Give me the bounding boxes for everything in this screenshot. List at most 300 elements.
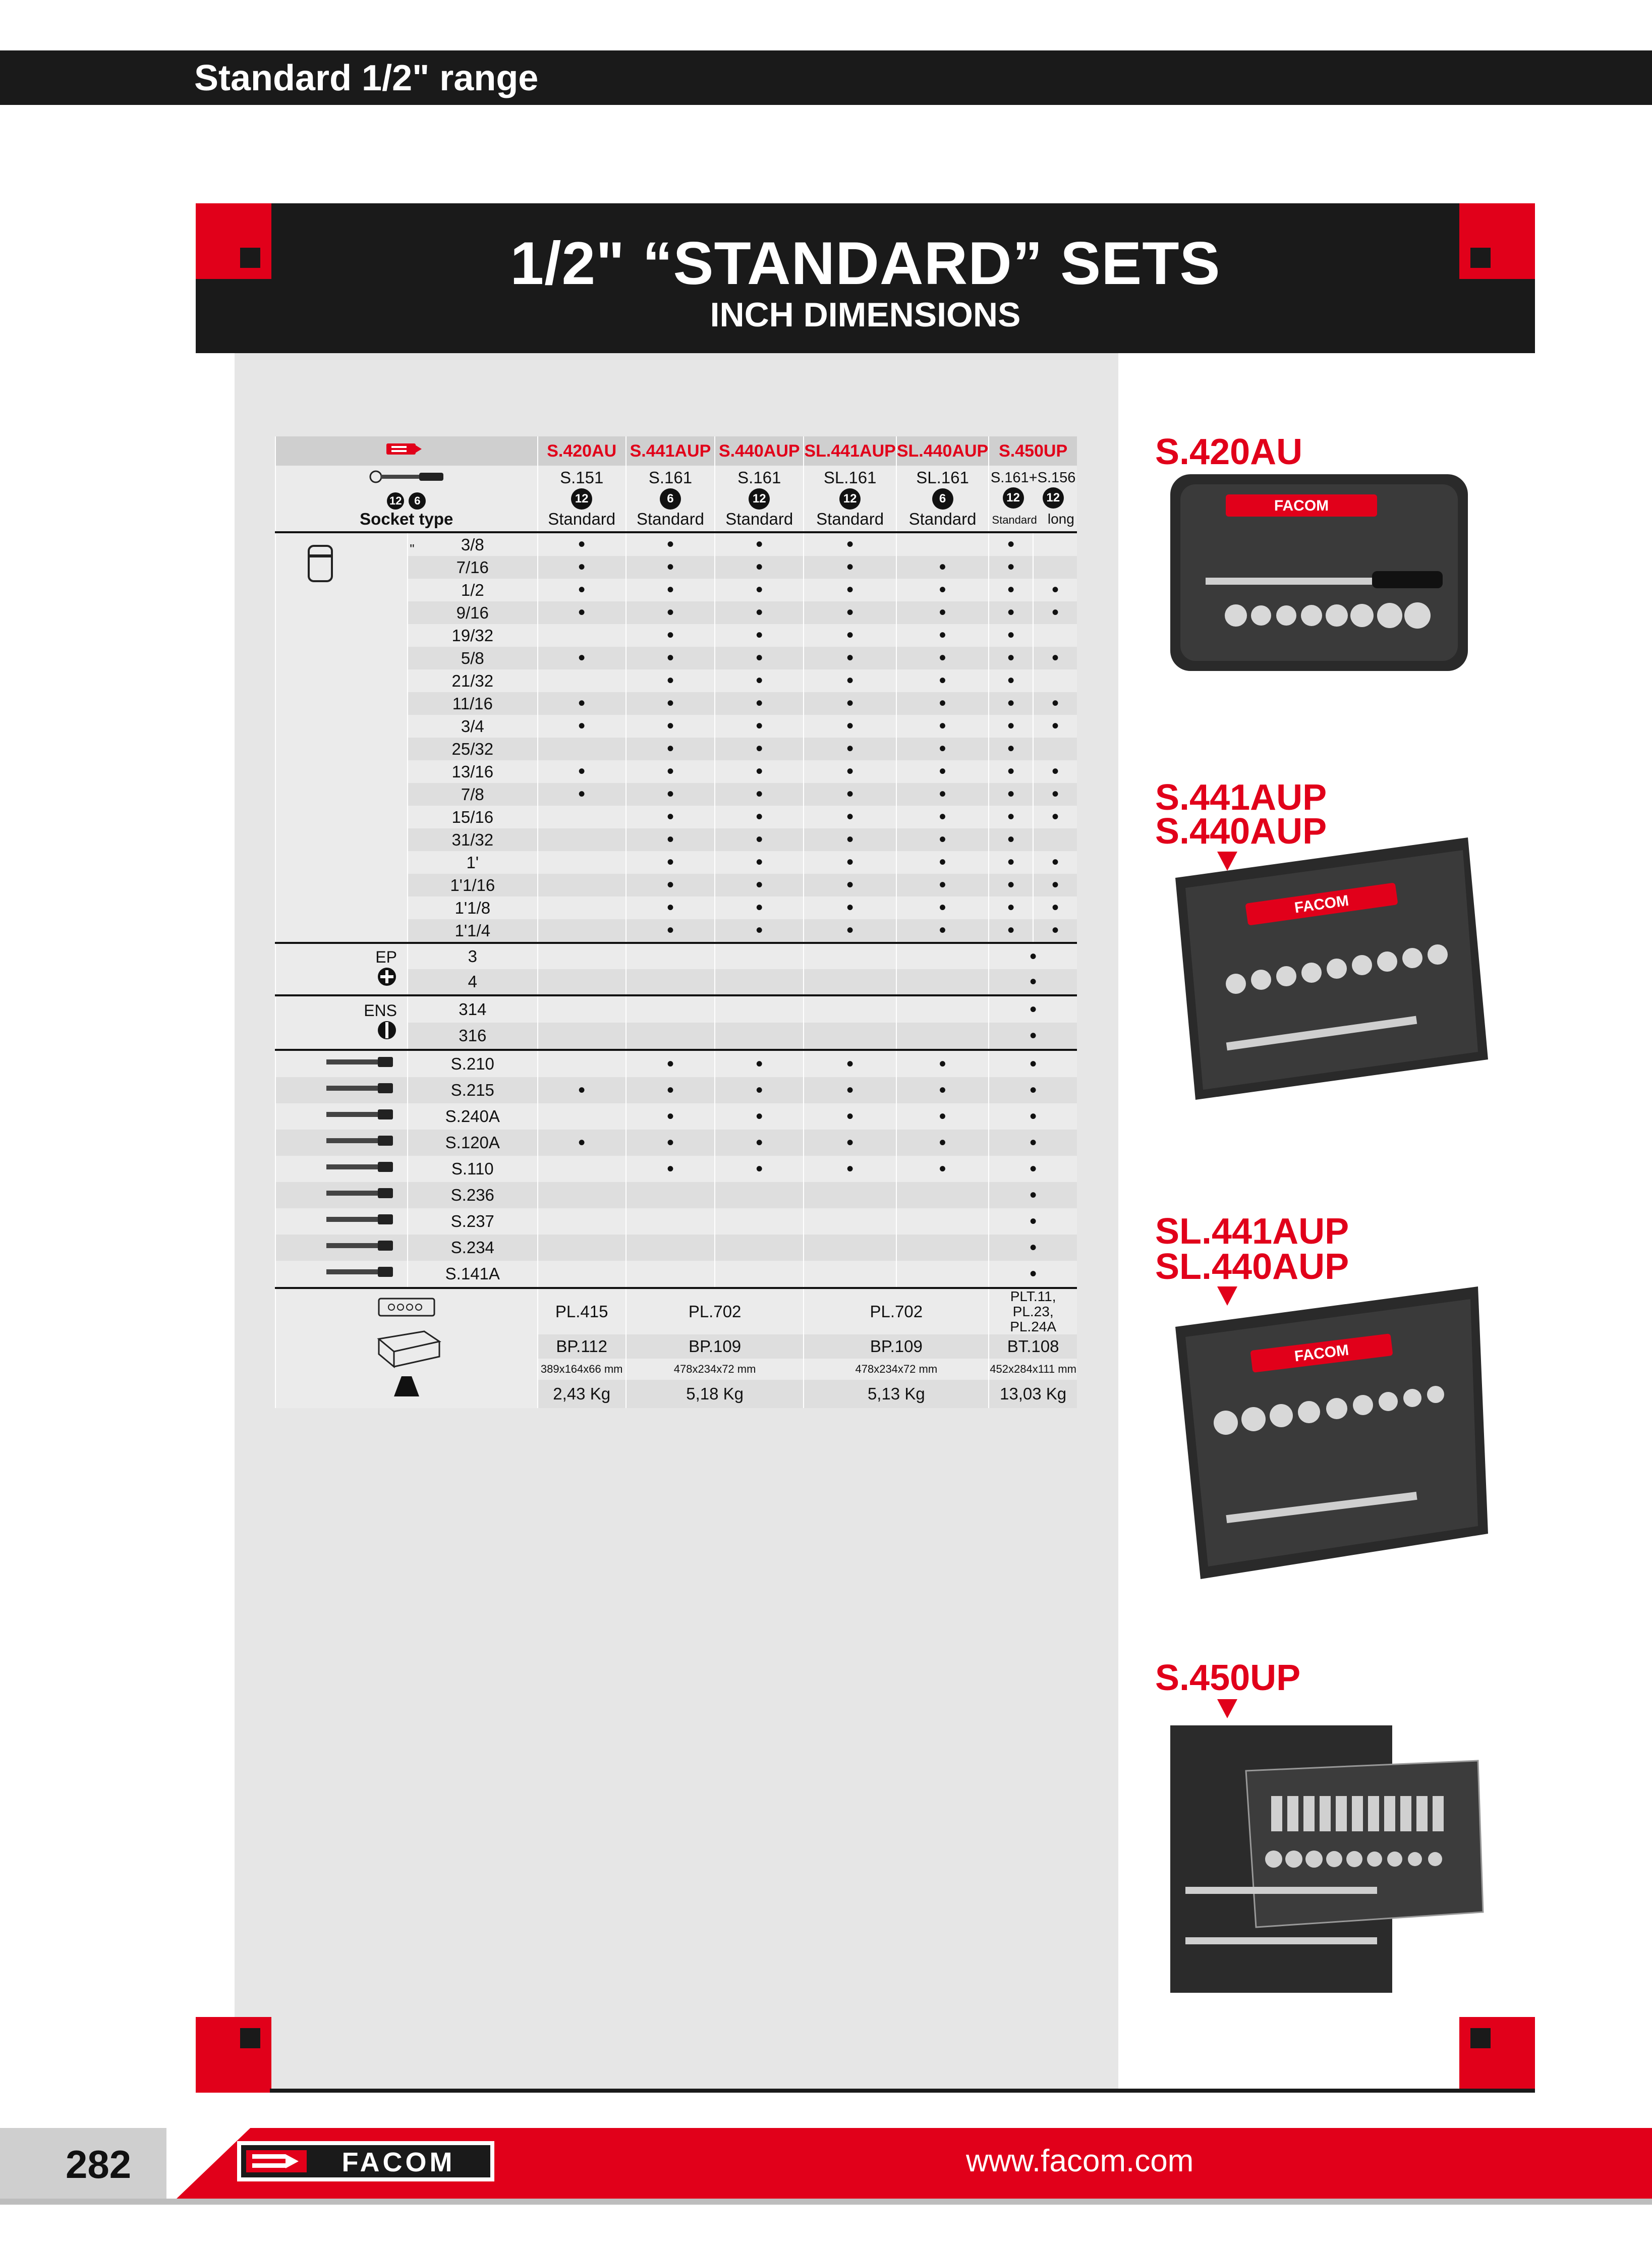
included-dot	[896, 874, 989, 896]
included-dot	[1033, 783, 1077, 806]
included-dot	[989, 806, 1033, 828]
included-dot	[896, 919, 989, 943]
included-dot	[1033, 919, 1077, 943]
accessory-ref: S.110	[408, 1156, 538, 1182]
included-dot	[896, 760, 989, 783]
size-label: 1'1/8	[408, 896, 538, 919]
included-dot	[715, 874, 804, 896]
tray-icon	[376, 1295, 437, 1320]
accessory-row	[275, 1050, 1077, 1077]
empty-cell	[626, 995, 715, 1023]
included-dot	[896, 669, 989, 692]
sl441aup-logo-text: FACOM	[1293, 1341, 1350, 1365]
included-dot	[1033, 896, 1077, 919]
bit-type-cell	[275, 995, 408, 1050]
empty-cell	[1033, 828, 1077, 851]
extension-bar-long-icon	[275, 1050, 408, 1077]
included-dot	[626, 624, 715, 647]
included-dot	[715, 579, 804, 601]
included-dot	[1033, 692, 1077, 715]
speed-brace-icon	[275, 1156, 408, 1182]
included-dot	[804, 851, 896, 874]
included-dot	[715, 601, 804, 624]
s441aup-case-photo	[1155, 817, 1498, 1110]
empty-cell	[538, 1235, 626, 1261]
product-label-sl440aup: SL.440AUP	[1155, 1247, 1349, 1287]
included-dot	[896, 579, 989, 601]
accessory-row	[275, 1103, 1077, 1130]
universal-joint-icon	[275, 1103, 408, 1130]
included-dot	[989, 1130, 1077, 1156]
included-dot	[715, 738, 804, 760]
size-label: 3/8	[408, 532, 538, 556]
accessory-row	[275, 1130, 1077, 1156]
included-dot	[626, 532, 715, 556]
size-label: 9/16	[408, 601, 538, 624]
empty-cell	[715, 1208, 804, 1235]
size-label: 11/16	[408, 692, 538, 715]
included-dot	[989, 1023, 1077, 1050]
empty-cell	[538, 1103, 626, 1130]
size-label: 15/16	[408, 806, 538, 828]
empty-cell	[896, 969, 989, 995]
footer-strip	[0, 2199, 1652, 2205]
dims-3: 478x234x72 mm	[804, 1359, 989, 1380]
weight-icon	[386, 1373, 427, 1398]
included-dot	[1033, 647, 1077, 669]
included-dot	[804, 806, 896, 828]
included-dot	[989, 647, 1033, 669]
included-dot	[804, 601, 896, 624]
empty-cell	[538, 851, 626, 874]
size-label: 3/4	[408, 715, 538, 738]
page-title: 1/2" “STANDARD” SETS	[510, 230, 1221, 297]
included-dot	[804, 760, 896, 783]
empty-cell	[804, 1235, 896, 1261]
corner-bottom-right	[1459, 2017, 1535, 2093]
empty-cell	[1033, 556, 1077, 579]
extension-bar-short-icon	[275, 1077, 408, 1103]
accessory-row	[275, 1077, 1077, 1103]
included-dot	[715, 532, 804, 556]
adaptor-icon	[275, 1208, 408, 1235]
included-dot	[715, 783, 804, 806]
included-dot	[989, 601, 1033, 624]
included-dot	[1033, 579, 1077, 601]
included-dot	[1033, 851, 1077, 874]
size-label: 13/16	[408, 760, 538, 783]
weight-2: 5,18 Kg	[626, 1380, 804, 1408]
empty-cell	[896, 995, 989, 1023]
included-dot	[1033, 715, 1077, 738]
screwdriver-icon	[275, 1182, 408, 1208]
included-dot	[538, 715, 626, 738]
included-dot	[715, 647, 804, 669]
included-dot	[804, 715, 896, 738]
included-dot	[626, 760, 715, 783]
included-dot	[626, 715, 715, 738]
dims-2: 478x234x72 mm	[626, 1359, 804, 1380]
included-dot	[715, 760, 804, 783]
empty-cell	[715, 1235, 804, 1261]
included-dot	[626, 669, 715, 692]
included-dot	[626, 1156, 715, 1182]
footer-url: www.facom.com	[966, 2144, 1194, 2178]
facom-logo-cell	[275, 436, 538, 466]
included-dot	[626, 738, 715, 760]
included-dot	[626, 828, 715, 851]
s441aup-logo-text: FACOM	[1293, 892, 1350, 917]
product-label-s420au: S.420AU	[1155, 432, 1303, 472]
socket-spec-3: S.161 12 Standard	[715, 466, 804, 532]
facom-logo-text: FACOM	[341, 2147, 455, 2177]
empty-cell	[538, 738, 626, 760]
set-header-2: S.441AUP	[626, 436, 715, 466]
size-label: 31/32	[408, 828, 538, 851]
included-dot	[989, 1208, 1077, 1235]
dims-4: 452x284x111 mm	[989, 1359, 1077, 1380]
included-dot	[538, 1130, 626, 1156]
included-dot	[989, 669, 1033, 692]
included-dot	[989, 896, 1033, 919]
accessory-ref: S.141A	[408, 1261, 538, 1288]
socket-icon-cell	[275, 532, 415, 943]
included-dot	[896, 806, 989, 828]
top-bar	[0, 50, 1652, 105]
included-dot	[804, 1103, 896, 1130]
empty-cell	[804, 1261, 896, 1288]
sets-table	[275, 436, 1077, 1408]
included-dot	[896, 1130, 989, 1156]
empty-cell	[538, 1182, 626, 1208]
sl441aup-case-photo	[1155, 1271, 1498, 1584]
set-header-6: S.450UP	[989, 436, 1077, 466]
included-dot	[989, 1261, 1077, 1288]
included-dot	[896, 692, 989, 715]
included-dot	[715, 828, 804, 851]
included-dot	[715, 1156, 804, 1182]
included-dot	[804, 692, 896, 715]
facom-mark-icon	[386, 440, 427, 458]
inch-mark: "	[410, 541, 415, 556]
included-dot	[715, 896, 804, 919]
set-header-5: SL.440AUP	[896, 436, 989, 466]
accessory-row	[275, 1156, 1077, 1182]
included-dot	[896, 624, 989, 647]
included-dot	[989, 874, 1033, 896]
included-dot	[1033, 601, 1077, 624]
title-banner	[196, 203, 1535, 353]
socket-icon	[289, 538, 389, 589]
included-dot	[804, 919, 896, 943]
socket-spec-2: S.161 6 Standard	[626, 466, 715, 532]
range-title: Standard 1/2" range	[194, 58, 539, 98]
included-dot	[896, 1156, 989, 1182]
set-header-3: S.440AUP	[715, 436, 804, 466]
included-dot	[896, 647, 989, 669]
included-dot	[989, 1156, 1077, 1182]
included-dot	[626, 579, 715, 601]
empty-cell	[626, 1182, 715, 1208]
included-dot	[804, 556, 896, 579]
included-dot	[989, 969, 1077, 995]
product-label-s441aup: S.441AUP	[1155, 777, 1327, 818]
size-label: 1'1/16	[408, 874, 538, 896]
included-dot	[896, 1103, 989, 1130]
included-dot	[896, 1077, 989, 1103]
empty-cell	[896, 1261, 989, 1288]
included-dot	[989, 1182, 1077, 1208]
accessory-row	[275, 1182, 1077, 1208]
included-dot	[804, 532, 896, 556]
included-dot	[715, 556, 804, 579]
ratchet-icon	[275, 1261, 408, 1288]
box-dimensions-icon	[369, 1324, 444, 1369]
empty-cell	[538, 1261, 626, 1288]
included-dot	[804, 1050, 896, 1077]
included-dot	[538, 647, 626, 669]
included-dot	[989, 532, 1033, 556]
included-dot	[626, 556, 715, 579]
accessory-row	[275, 1261, 1077, 1288]
weight-4: 13,03 Kg	[989, 1380, 1077, 1408]
included-dot	[896, 601, 989, 624]
empty-cell	[538, 874, 626, 896]
empty-cell	[896, 1182, 989, 1208]
slotted-bit-icon	[377, 1020, 397, 1040]
page-subtitle: INCH DIMENSIONS	[710, 296, 1021, 334]
empty-cell	[896, 1208, 989, 1235]
accessory-ref: S.215	[408, 1077, 538, 1103]
included-dot	[538, 783, 626, 806]
product-label-s440aup: S.440AUP	[1155, 811, 1327, 852]
included-dot	[896, 828, 989, 851]
size-label: 19/32	[408, 624, 538, 647]
empty-cell	[804, 969, 896, 995]
empty-cell	[715, 1182, 804, 1208]
included-dot	[896, 556, 989, 579]
empty-cell	[626, 943, 715, 969]
empty-cell	[538, 1156, 626, 1182]
bit-holder-icon	[275, 1235, 408, 1261]
accessory-ref: S.240A	[408, 1103, 538, 1130]
empty-cell	[804, 1182, 896, 1208]
size-label: 21/32	[408, 669, 538, 692]
included-dot	[989, 1103, 1077, 1130]
product-label-s450up: S.450UP	[1155, 1658, 1301, 1698]
included-dot	[804, 1130, 896, 1156]
included-dot	[626, 1050, 715, 1077]
empty-cell	[1033, 624, 1077, 647]
included-dot	[989, 579, 1033, 601]
empty-cell	[538, 669, 626, 692]
socket-spec-1: S.151 12 Standard	[538, 466, 626, 532]
bit-row	[275, 995, 1077, 1023]
empty-cell	[538, 969, 626, 995]
included-dot	[804, 896, 896, 919]
included-dot	[804, 828, 896, 851]
accessory-ref: S.237	[408, 1208, 538, 1235]
empty-cell	[715, 1261, 804, 1288]
tray-1: PL.415	[538, 1288, 626, 1334]
empty-cell	[538, 919, 626, 943]
empty-cell	[715, 969, 804, 995]
empty-cell	[626, 1023, 715, 1050]
included-dot	[538, 532, 626, 556]
included-dot	[804, 783, 896, 806]
accessory-ref: S.234	[408, 1235, 538, 1261]
socket-type-label: Socket type	[360, 510, 453, 528]
socket-spec-5: SL.161 6 Standard	[896, 466, 989, 532]
included-dot	[989, 783, 1033, 806]
included-dot	[538, 1077, 626, 1103]
included-dot	[626, 919, 715, 943]
box-4: BT.108	[989, 1334, 1077, 1359]
size-label: 5/8	[408, 647, 538, 669]
included-dot	[989, 1050, 1077, 1077]
empty-cell	[896, 1235, 989, 1261]
size-label: 7/16	[408, 556, 538, 579]
empty-cell	[538, 806, 626, 828]
included-dot	[538, 579, 626, 601]
included-dot	[626, 692, 715, 715]
box-2: BP.109	[626, 1334, 804, 1359]
sliding-t-bar-icon	[275, 1130, 408, 1156]
included-dot	[804, 1077, 896, 1103]
product-label-sl441aup: SL.441AUP	[1155, 1211, 1349, 1252]
empty-cell	[538, 1208, 626, 1235]
set-header-4: SL.441AUP	[804, 436, 896, 466]
included-dot	[804, 579, 896, 601]
included-dot	[989, 943, 1077, 969]
size-label: 25/32	[408, 738, 538, 760]
included-dot	[626, 1130, 715, 1156]
empty-cell	[538, 943, 626, 969]
included-dot	[804, 874, 896, 896]
size-label: 1'1/4	[408, 919, 538, 943]
bit-row	[275, 943, 1077, 969]
included-dot	[804, 624, 896, 647]
included-dot	[989, 715, 1033, 738]
included-dot	[989, 738, 1033, 760]
included-dot	[896, 851, 989, 874]
bit-size-label: 4	[408, 969, 538, 995]
empty-cell	[715, 1023, 804, 1050]
included-dot	[626, 783, 715, 806]
empty-cell	[1033, 532, 1077, 556]
empty-cell	[804, 995, 896, 1023]
included-dot	[538, 760, 626, 783]
size-row	[275, 532, 1077, 556]
empty-cell	[538, 624, 626, 647]
included-dot	[989, 851, 1033, 874]
included-dot	[896, 738, 989, 760]
empty-cell	[896, 943, 989, 969]
tray-2: PL.702	[626, 1288, 804, 1334]
included-dot	[626, 1103, 715, 1130]
s450up-case-photo	[1155, 1720, 1498, 2003]
empty-cell	[626, 1208, 715, 1235]
weight-3: 5,13 Kg	[804, 1380, 989, 1408]
included-dot	[896, 1050, 989, 1077]
six-point-badge-icon: 6	[409, 492, 426, 510]
twelve-point-badge-icon: 12	[387, 492, 404, 510]
corner-bottom-left	[196, 2017, 271, 2093]
corner-top-left	[196, 203, 271, 279]
empty-cell	[715, 943, 804, 969]
size-label: 1'	[408, 851, 538, 874]
phillips-bit-icon	[377, 967, 397, 987]
included-dot	[989, 828, 1033, 851]
included-dot	[626, 874, 715, 896]
empty-cell	[804, 1023, 896, 1050]
set-header-1: S.420AU	[538, 436, 626, 466]
empty-cell	[804, 943, 896, 969]
included-dot	[804, 647, 896, 669]
included-dot	[1033, 806, 1077, 828]
included-dot	[804, 738, 896, 760]
empty-cell	[538, 828, 626, 851]
page-number: 282	[66, 2142, 132, 2186]
accessory-row	[275, 1208, 1077, 1235]
empty-cell	[804, 1208, 896, 1235]
tray-3: PL.702	[804, 1288, 989, 1334]
weight-1: 2,43 Kg	[538, 1380, 626, 1408]
size-label: 7/8	[408, 783, 538, 806]
included-dot	[896, 715, 989, 738]
included-dot	[1033, 760, 1077, 783]
included-dot	[538, 556, 626, 579]
empty-cell	[626, 1261, 715, 1288]
empty-cell	[538, 1050, 626, 1077]
included-dot	[989, 1235, 1077, 1261]
arrow-s450up	[1217, 1699, 1237, 1718]
included-dot	[896, 783, 989, 806]
empty-cell	[715, 995, 804, 1023]
socket-type-cell	[275, 466, 538, 532]
accessory-ref: S.120A	[408, 1130, 538, 1156]
facom-logo	[237, 2139, 499, 2183]
bit-size-label: 316	[408, 1023, 538, 1050]
included-dot	[989, 919, 1033, 943]
included-dot	[804, 1156, 896, 1182]
included-dot	[715, 1103, 804, 1130]
box-3: BP.109	[804, 1334, 989, 1359]
bit-type-cell	[275, 943, 408, 995]
included-dot	[989, 624, 1033, 647]
included-dot	[715, 1130, 804, 1156]
dims-1: 389x164x66 mm	[538, 1359, 626, 1380]
included-dot	[715, 715, 804, 738]
included-dot	[989, 995, 1077, 1023]
included-dot	[989, 760, 1033, 783]
included-dot	[715, 624, 804, 647]
empty-cell	[1033, 738, 1077, 760]
box-1: BP.112	[538, 1334, 626, 1359]
empty-cell	[626, 1235, 715, 1261]
bit-size-label: 314	[408, 995, 538, 1023]
included-dot	[626, 806, 715, 828]
included-dot	[804, 669, 896, 692]
included-dot	[715, 851, 804, 874]
included-dot	[626, 601, 715, 624]
included-dot	[715, 692, 804, 715]
socket-spec-4: SL.161 12 Standard	[804, 466, 896, 532]
included-dot	[538, 692, 626, 715]
included-dot	[715, 1077, 804, 1103]
empty-cell	[538, 896, 626, 919]
included-dot	[715, 669, 804, 692]
